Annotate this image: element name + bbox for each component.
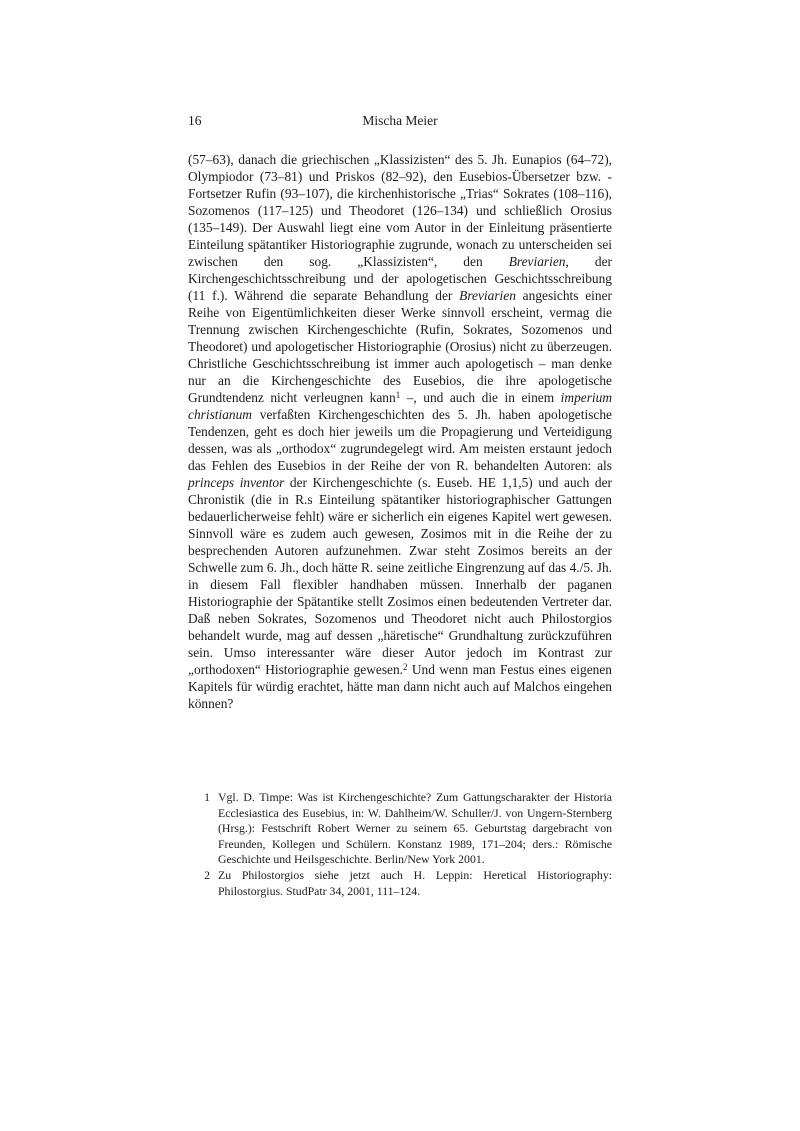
footnote-text: Zu Philostorgios siehe jetzt auch H. Leppin: Heretical Historiography: Philostorgius. StudPatr 34, 2001, 111–124.: [218, 867, 612, 898]
text-column: [188, 0, 612, 899]
page-header: [188, 0, 612, 129]
footnotes-section: [188, 790, 612, 899]
running-head: Mischa Meier: [362, 113, 438, 128]
footnote-number: 1: [204, 790, 210, 804]
footnote-item: [188, 790, 612, 868]
page-number: 16: [188, 113, 202, 128]
footnote-text: Vgl. D. Timpe: Was ist Kirchengeschichte? Zum Gattungscharakter der Historia Ecclesiastica des Eusebius, in: W. Dahlheim/W. Schuller/J. von Ungern-Sternberg (Hrsg.): Festschrift Robert Werner zu seinem 65. Geburtstag dargebracht von Freunden, Kollegen und Schülern. Konstanz 1989, 171–204; ders.: Römische Geschichte und Heilsgeschichte. Berlin/New York 2001.: [218, 790, 612, 867]
footnote-number: 2: [204, 867, 210, 882]
footnote-item: [188, 868, 612, 899]
body-paragraph: (57–63), danach die griechischen „Klassizisten“ des 5. Jh. Eunapios (64–72), Olympiodor (73–81) und Priskos (82–92), den Eusebios-Übersetzer bzw. -Fortsetzer Rufin (93–107), die kirchenhistorische „Trias“ Sokrates (108–116), Sozomenos (117–125) und Theodoret (126–134) und schließlich Orosius (135–149). Der Auswahl liegt eine vom Autor in der Einleitung präsentierte Einteilung spätantiker Historiographie zugrunde, wonach zu unterscheiden sei zwischen den sog. „Klassizisten“, den Breviarien, der Kirchengeschichtsschreibung und der apologetischen Geschichtsschreibung (11 f.). Während die separate Behandlung der Breviarien angesichts einer Reihe von Eigentümlichkeiten dieser Werke sinnvoll erscheint, vermag die Trennung zwischen Kirchengeschichte (Rufin, Sokrates, Sozomenos und Theodoret) und apologetischer Historiographie (Orosius) nicht zu überzeugen. Christliche Geschichtsschreibung ist immer auch apologetisch – man denke nur an die Kirchengeschichte des Eusebios, die ihre apologetische Grundtendenz nicht verleugnen kann$^1$ –, und auch die in einem imperium christianum verfaßten Kirchengeschichten des 5. Jh. haben apologetische Tendenzen, geht es doch hier jeweils um die Propagierung und Verteidigung dessen, was als „orthodox“ zugrundegelegt wird. Am meisten erstaunt jedoch das Fehlen des Eusebios in der Reihe der von R. behandelten Autoren: als princeps inventor der Kirchengeschichte (s. Euseb. HE 1,1,5) und auch der Chronistik (die in R.s Einteilung spätantiker historiographischer Gattungen bedauerlicherweise fehlt) wäre er sicherlich ein eigenes Kapitel wert gewesen. Sinnvoll wäre es zudem auch gewesen, Zosimos mit in die Reihe der zu besprechenden Autoren aufzunehmen. Zwar steht Zosimos bereits an der Schwelle zum 6. Jh., doch hätte R. seine zeitliche Eingrenzung auf das 4./5. Jh. in diesem Fall flexibler handhaben müssen. Innerhalb der paganen Historiographie der Spätantike stellt Zosimos einen bedeutenden Vertreter dar. Daß neben Sokrates, Sozomenos und Theodoret nicht auch Philostorgios behandelt wurde, mag auf dessen „häretische“ Grundhaltung zurückzuführen sein. Umso interessanter wäre dieser Autor jedoch im Kontrast zur „orthodoxen“ Historiographie gewesen.$^2$ Und wenn man Festus eines eigenen Kapitels für würdig erachtet, hätte man dann nicht auch auf Malchos eingehen können?: [188, 152, 613, 711]
